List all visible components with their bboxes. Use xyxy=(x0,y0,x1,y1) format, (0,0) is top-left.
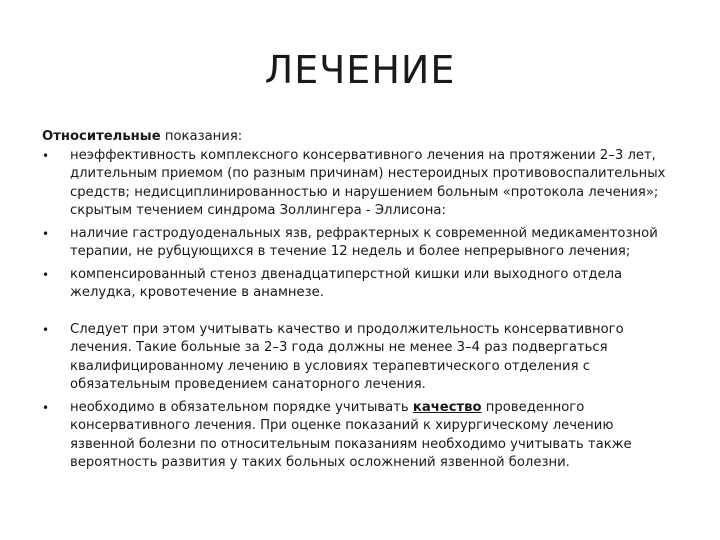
list-item xyxy=(42,266,682,303)
indications-heading-rest: показания: xyxy=(160,129,243,144)
list-item-text: Следует при этом учитывать качество и продолжительность консервативного лечения. Такие больные за 2–3 года должны не менее 3–4 раз подвергаться квалифицированному лечению в условиях терапевтического отделения с обязательным проведением санаторного лечения. xyxy=(70,321,624,392)
list-item xyxy=(42,225,682,262)
list-item-text: неэффективность комплексного консервативного лечения на протяжении 2–3 лет, длительным приемом (по разным причинам) нестероидных противовоспалительных средств; недисциплинированностью и нарушением больным «протокола лечения»; скрытым течением синдрома Золлингера - Эллисона: xyxy=(70,147,666,218)
indications-heading xyxy=(42,128,682,147)
list-item-text-part: проведенного консервативного лечения. При оценке показаний к хирургическому лечению язвенной болезни по относительным показаниям необходимо учитывать также вероятность развития у таких больных осложнений язвенной болезни. xyxy=(70,399,632,470)
spacer xyxy=(42,307,682,321)
bullet-icon: • xyxy=(42,322,50,337)
bullet-icon: • xyxy=(42,267,50,282)
indications-list xyxy=(42,147,682,303)
list-item xyxy=(42,147,682,221)
bullet-icon: • xyxy=(42,226,50,241)
bullet-icon: • xyxy=(42,148,50,163)
list-item xyxy=(42,399,682,473)
list-item xyxy=(42,321,682,395)
list-item-text xyxy=(70,400,632,471)
notes-list xyxy=(42,321,682,473)
list-item-text-part: необходимо в обязательном порядке учитывать xyxy=(70,399,413,415)
list-item-text: наличие гастродуоденальных язв, рефрактерных к современной медикаментозной терапии, не рубцующихся в течение 12 недель и более непрерывного лечения; xyxy=(70,225,658,259)
list-item-text: компенсированный стеноз двенадцатиперстной кишки или выходного отдела желудка, кровотечение в анамнезе. xyxy=(70,266,623,300)
bullet-icon: • xyxy=(42,400,50,415)
slide-body xyxy=(42,128,682,477)
indications-heading-bold: Относительные xyxy=(42,129,161,144)
slide-title: ЛЕЧЕНИЕ xyxy=(264,48,456,92)
emphasized-word: качество xyxy=(412,399,482,415)
